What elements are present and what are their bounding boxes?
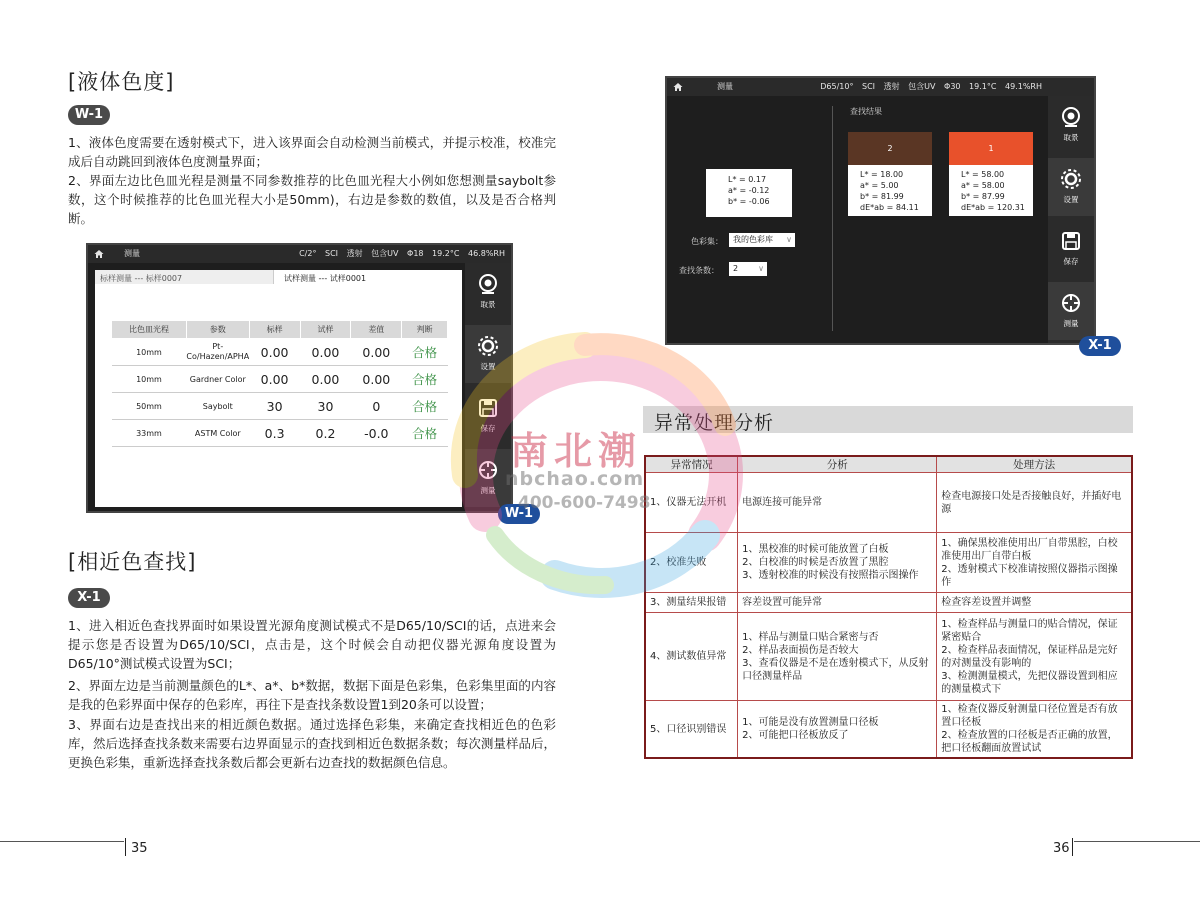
footer-line-right <box>1074 841 1200 842</box>
col-header: 标样 <box>249 321 300 339</box>
home-icon[interactable] <box>94 245 104 266</box>
table-row: 50mm Saybolt 30 30 0 合格 <box>112 393 448 420</box>
save-icon <box>1060 230 1082 252</box>
badge-x1: X-1 <box>1079 336 1121 356</box>
section-title-liquid-color: [液体色度] <box>68 70 175 94</box>
divider <box>832 106 833 331</box>
table-row: 1、仪器无法开机 电源连接可能异常 检查电源接口处是否接触良好，并插好电源 <box>645 473 1132 533</box>
watermark-phone: 400-600-7498 <box>518 493 651 513</box>
save-button[interactable]: 保存 <box>1048 220 1094 278</box>
table-row: 10mm Pt-Co/Hazen/APHA 0.00 0.00 0.00 合格 <box>112 339 448 366</box>
page-number-left: 35 <box>131 841 148 856</box>
status-readout: C/2° SCI 透射 包含UV Φ18 19.2°C 46.8%RH <box>299 249 505 258</box>
table-row: 2、校准失败 1、黑校准的时候可能放置了白板 2、白校准的时候是否放置了黑腔 3、透射校准的时候没有按照指示图操作 1、确保黑校准使用出厂自带黑腔，白校准使用出厂自带白板 2、透射模式下校准请按照仪器指示图操作 <box>645 533 1132 593</box>
settings-button[interactable]: 设置 <box>1048 158 1094 216</box>
screen-title: 测量 <box>717 82 733 91</box>
abnormal-section-header <box>643 406 1133 433</box>
table-row: 5、口径识别错误 1、可能是没有放置测量口径板 2、可能把口径板放反了 1、检查仪器反射测量口径位置是否有放置口径板 2、检查放置的口径板是否正确的放置，把口径板翻面放置试试 <box>645 701 1132 759</box>
result-label: 查找结果 <box>850 107 882 116</box>
badge-w1: W-1 <box>498 504 540 524</box>
col-header: 判断 <box>402 321 448 339</box>
save-icon <box>477 397 499 419</box>
measure-button[interactable]: 测量 <box>465 449 511 507</box>
paragraph-liquid-2: 2、界面左边比色皿光程是测量不同参数推荐的比色皿光程大小例如您想测量saybolt参数，这个时候推荐的比色皿光程大小是50mm)，右边是参数的数值，以及是否合格判断。 <box>68 173 556 226</box>
gear-icon <box>477 335 499 357</box>
abnormal-table <box>644 455 1133 759</box>
count-label: 查找条数： <box>679 266 719 275</box>
result-table <box>111 320 448 447</box>
chevron-down-icon: ∨ <box>786 235 792 244</box>
paragraph-similar-2: 2、界面左边是当前测量颜色的L*、a*、b*数据，数据下面是色彩集，色彩集里面的内容是我的色彩界面中保存的色彩库，再往下是查找条数设置1到20条可以设置； <box>68 678 556 712</box>
col-header: 参数 <box>186 321 249 339</box>
camera-icon <box>477 273 499 295</box>
crosshair-icon <box>477 459 499 481</box>
match-card-1[interactable]: 1 L* = 58.00 a* = 58.00 b* = 87.99 dE*ab = 120.31 <box>949 132 1033 216</box>
sidebar <box>1048 96 1094 343</box>
settings-button[interactable]: 设置 <box>465 325 511 383</box>
tab-standard[interactable]: 标样测量 --- 标样0007 <box>95 270 273 284</box>
table-row: 3、测量结果报错 容差设置可能异常 检查容差设置并调整 <box>645 593 1132 613</box>
match-card-2[interactable]: 2 L* = 18.00 a* = 5.00 b* = 81.99 dE*ab = 84.11 <box>848 132 932 216</box>
col-header: 分析 <box>738 456 937 473</box>
gear-icon <box>1060 168 1082 190</box>
col-header: 异常情况 <box>645 456 738 473</box>
crosshair-icon <box>1060 292 1082 314</box>
sidebar <box>465 263 511 511</box>
watermark-brand: 南北潮 <box>510 428 643 473</box>
camera-icon <box>1060 106 1082 128</box>
viewfinder-button[interactable]: 取景 <box>1048 96 1094 154</box>
status-bar <box>88 245 511 263</box>
current-lab-values: L* = 0.17 a* = -0.12 b* = -0.06 <box>706 169 792 217</box>
tag-w1: W-1 <box>68 105 110 125</box>
footer-divider-right <box>1072 838 1073 856</box>
measure-button[interactable]: 测量 <box>1048 282 1094 340</box>
section-title-similar-color: [相近色查找] <box>68 550 197 574</box>
table-row: 4、测试数值异常 1、样品与测量口贴合紧密与否 2、样品表面损伤是否较大 3、查看仪器是不是在透射模式下，从反射口径测量样品 1、检查样品与测量口的贴合情况，保证紧密贴合 2、检查样品表面情况，保证样品是完好的对测量没有影响的 3、检测测量模式，先把仪器设置到相应的测量模式下 <box>645 613 1132 701</box>
status-bar <box>667 78 1094 96</box>
save-button[interactable]: 保存 <box>465 387 511 445</box>
col-header: 试样 <box>300 321 351 339</box>
paragraph-similar-1: 1、进入相近色查找界面时如果设置光源角度测试模式不是D65/10/SCI的话，点进来会提示您是否设置为D65/10/SCI，点击是，这个时候会自动把仪器光源角度设置为D65/10°测试模式设置为SCI； <box>68 618 556 671</box>
screen-title: 测量 <box>124 249 140 258</box>
footer-line-left <box>0 841 124 842</box>
col-header: 处理方法 <box>937 456 1132 473</box>
viewfinder-button[interactable]: 取景 <box>465 263 511 321</box>
tag-x1: X-1 <box>68 588 110 608</box>
paragraph-similar-3: 3、界面右边是查找出来的相近颜色数据。通过选择色彩集，来确定查找相近色的色彩库，然后选择查找条数来需要右边界面显示的查找到相近色数据条数；每次测量样品后，更换色彩集，重新选择查找条数后都会更新右边查找的数据颜色信息。 <box>68 717 556 770</box>
chevron-down-icon: ∨ <box>758 264 764 273</box>
status-readout: D65/10° SCI 透射 包含UV Φ30 19.1°C 49.1%RH <box>820 82 1042 91</box>
col-header: 比色皿光程 <box>112 321 187 339</box>
table-row: 10mm Gardner Color 0.00 0.00 0.00 合格 <box>112 366 448 393</box>
device-screen-x1 <box>665 76 1096 345</box>
page-number-right: 36 <box>1053 841 1070 856</box>
watermark-url: nbchao.com <box>505 468 645 490</box>
device-screen-w1 <box>86 243 513 513</box>
count-select[interactable]: 2 ∨ <box>729 262 767 276</box>
content-panel <box>95 270 462 507</box>
home-icon[interactable] <box>673 78 683 99</box>
col-header: 差值 <box>351 321 402 339</box>
table-row: 33mm ASTM Color 0.3 0.2 -0.0 合格 <box>112 420 448 447</box>
footer-divider-left <box>125 838 126 856</box>
abnormal-title: 异常处理分析 <box>654 412 775 434</box>
color-set-select[interactable]: 我的色彩库 ∨ <box>729 233 795 247</box>
paragraph-liquid-1: 1、液体色度需要在透射模式下，进入该界面会自动检测当前模式，并提示校准，校准完成后自动跳回到液体色度测量界面； <box>68 135 556 169</box>
color-set-label: 色彩集： <box>691 237 723 246</box>
tab-sample[interactable]: 试样测量 --- 试样0001 <box>273 270 462 284</box>
